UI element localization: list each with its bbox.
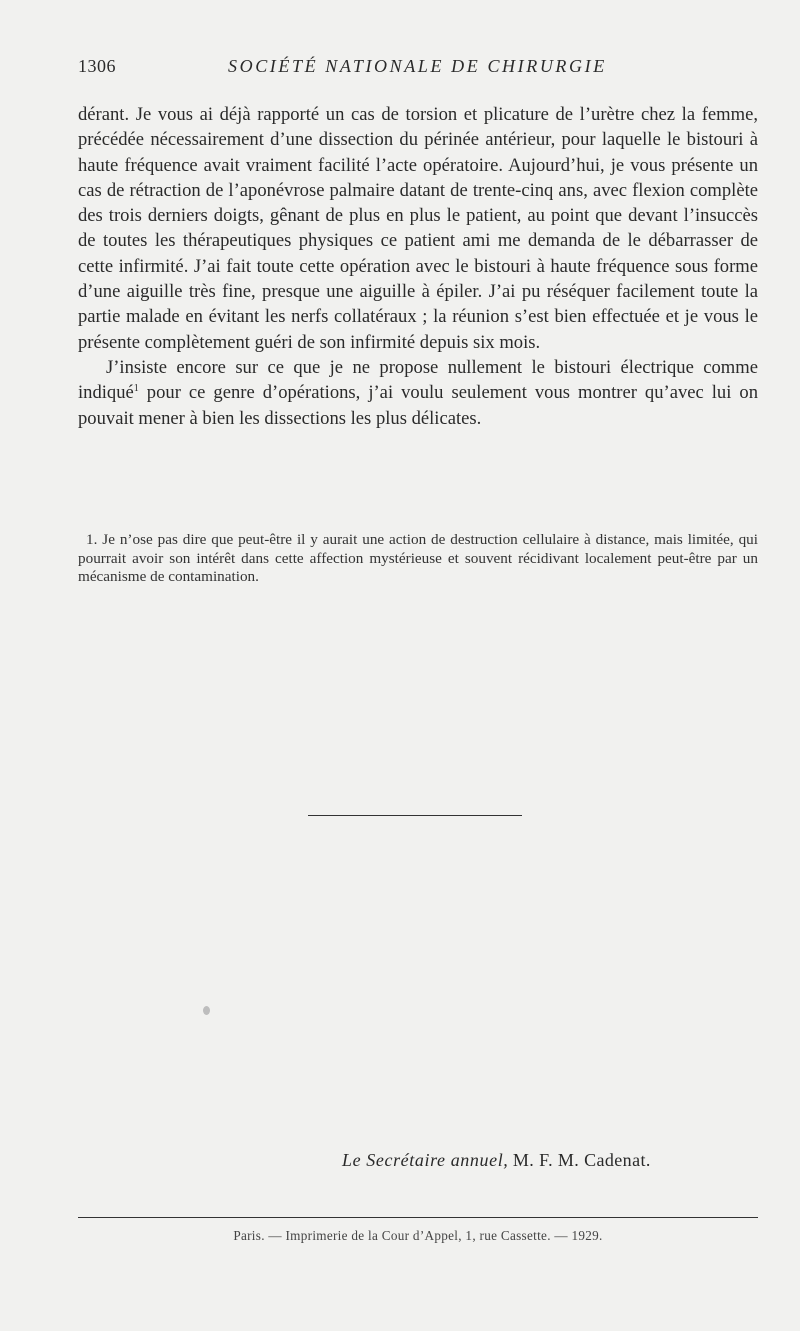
paragraph: dérant. Je vous ai déjà rapporté un cas de torsion et plicature de l’urètre chez la femme, précédée nécessairement d’une dissection du périnée antérieur, pour laquelle le bistouri à haute fréquence avait vraiment facilité l’acte opératoire. Aujourd’hui, je vous présente un cas de rétraction de l’aponévrose palmaire datant de trente-cinq ans, avec flexion complète des trois derniers doigts, gênant de plus en plus le patient, au point que devant l’insuccès de toutes les thérapeutiques physiques ce patient ami me demanda de le débarrasser de cette infirmité. J’ai fait toute cette opération avec le bistouri à haute fréquence sous forme d’une aiguille très fine, presque une aiguille à épiler. J’ai pu réséquer facilement toute la partie malade en évitant les nerfs collatéraux ; la réunion s’est bien effectuée et je vous le présente complètement guéri de son infirmité depuis six mois. xyxy=(78,104,758,353)
printer-imprint: Paris. — Imprimerie de la Cour d’Appel, 1, rue Cassette. — 1929. xyxy=(233,1228,603,1243)
section-divider xyxy=(308,815,522,816)
footnote xyxy=(78,531,758,587)
signature-name: M. F. M. Cadenat. xyxy=(512,1150,651,1170)
body-text xyxy=(78,102,758,431)
footnote-reference: 1 xyxy=(133,383,139,395)
page-header xyxy=(78,56,758,82)
paragraph xyxy=(78,355,758,431)
paragraph-text: pour ce genre d’opérations, j’ai voulu seulement vous montrer qu’avec lui on pouvait mener à bien les dissections les plus délicates. xyxy=(78,382,758,429)
running-title: SOCIÉTÉ NATIONALE DE CHIRURGIE xyxy=(228,56,607,76)
ink-spot xyxy=(203,1006,210,1015)
page-number: 1306 xyxy=(78,56,116,76)
imprint-divider xyxy=(78,1217,758,1218)
footnote-text: 1. Je n’ose pas dire que peut-être il y aurait une action de destruction cellulaire à distance, mais limitée, qui pourrait avoir son intérêt dans cette affection mystérieuse et souvent récidivant localement peut-être par un mécanisme de contamination. xyxy=(78,531,758,586)
paragraph-text: J’insiste encore sur ce que je ne propose nullement le bistouri électrique comme indiqué xyxy=(78,356,758,404)
signature xyxy=(342,1150,651,1171)
signature-role: Le Secrétaire annuel, xyxy=(342,1150,509,1170)
